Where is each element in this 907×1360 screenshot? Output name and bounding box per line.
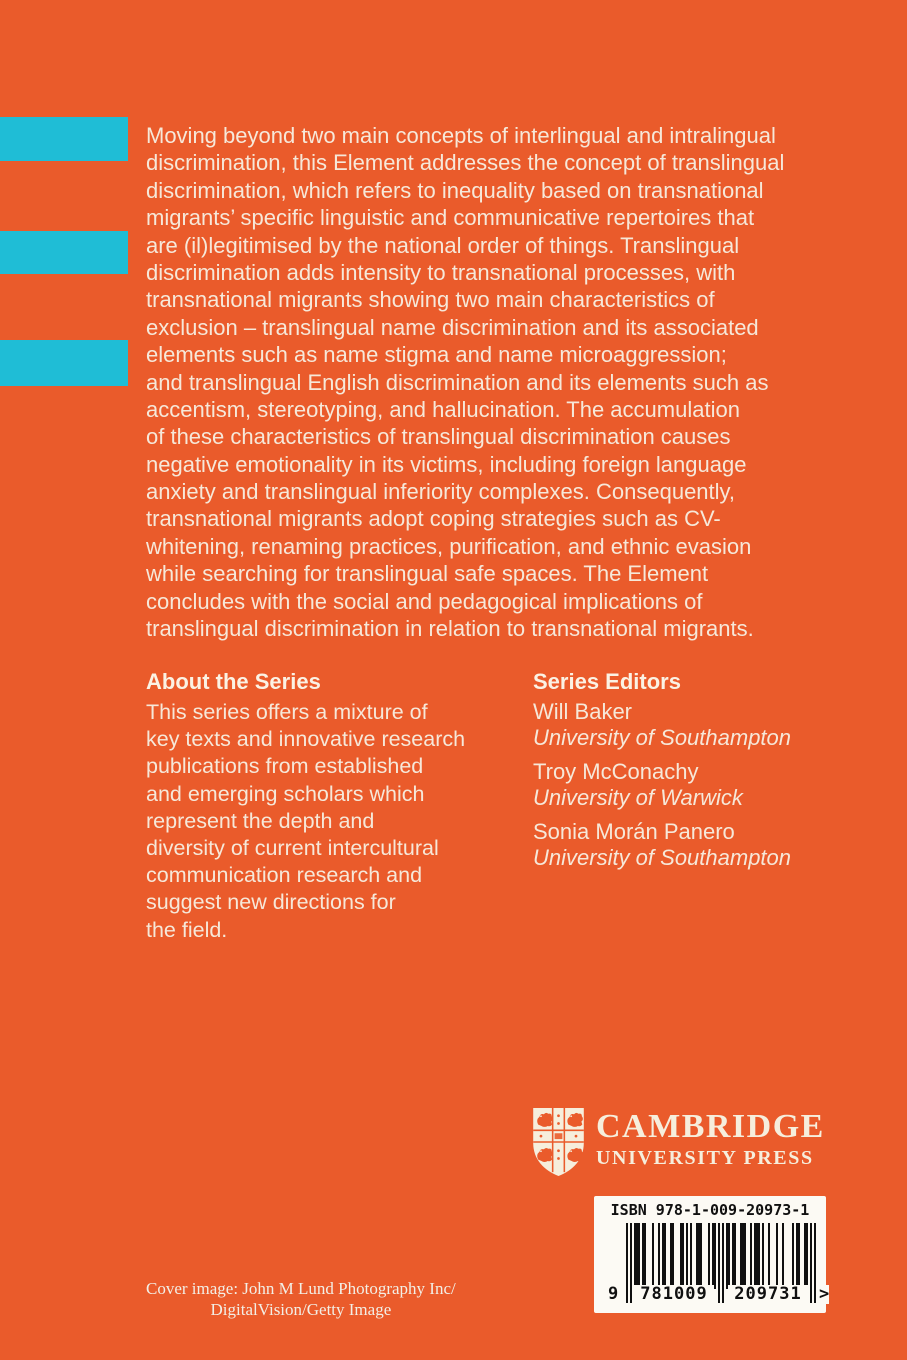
blurb-line: accentism, stereotyping, and hallucination. The accumulation [146,396,740,422]
editor-affiliation: University of Southampton [533,725,792,750]
blurb-line: transnational migrants showing two main characteristics of [146,287,715,313]
blurb-line: are (il)legitimised by the national order of things. Translingual [146,232,740,258]
isbn-label: ISBN 978-1-009-20973-1 [610,1201,810,1219]
about-series-heading: About the Series [146,669,321,694]
about-series-line: represent the depth and [146,808,375,833]
blurb-line: anxiety and translingual inferiority complexes. Consequently, [146,479,736,505]
publisher-wordmark [596,1109,825,1171]
editor-affiliation: University of Warwick [533,785,743,810]
blurb-line: of these characteristics of translingual discrimination causes [146,424,731,450]
blurb-line: while searching for translingual safe spaces. The Element [146,561,709,587]
series-editors-heading: Series Editors [533,669,681,694]
cover-image-credit [146,1278,456,1320]
blurb-line: elements such as name stigma and name microaggression; [146,342,727,368]
accent-bar [0,117,128,161]
series-editors-list [533,699,863,871]
about-series-line: key texts and innovative research [146,727,466,752]
blurb-line: exclusion – translingual name discrimination and its associated [146,314,759,340]
series-editors-section [533,668,863,879]
barcode-digits-row [608,1223,830,1304]
blurb-line: translingual discrimination in relation to transnational migrants. [146,616,754,642]
publisher-name: CAMBRIDGE [596,1108,825,1145]
about-series-line: communication research and [146,863,423,888]
about-series-line: publications from established [146,754,424,779]
blurb-line: whitening, renaming practices, purification, and ethnic evasion [146,533,752,559]
editor-entry [533,699,863,751]
blurb-line: discrimination, which refers to inequality based on transnational [146,177,764,203]
editor-entry [533,819,863,871]
blurb-line: Moving beyond two main concepts of interlingual and intralingual [146,123,776,148]
about-series-line: This series offers a mixture of [146,700,428,724]
about-series-line: the field. [146,917,228,942]
blurb-line: transnational migrants adopt coping strategies such as CV- [146,506,721,532]
about-series-text [146,699,526,944]
editor-name: Troy McConachy [533,759,699,784]
barcode-digit-tail: > [819,1284,830,1304]
cambridge-shield-icon [531,1106,586,1178]
about-series-line: and emerging scholars which [146,781,425,806]
accent-bar [0,231,128,274]
blurb-line: discrimination adds intensity to transnational processes, with [146,259,736,285]
book-blurb [146,122,856,642]
about-series-line: diversity of current intercultural [146,835,439,860]
blurb-line: negative emotionality in its victims, including foreign language [146,451,747,477]
blurb-line: migrants’ specific linguistic and communicative repertoires that [146,205,755,231]
blurb-line: concludes with the social and pedagogical implications of [146,588,703,614]
editor-affiliation: University of Southampton [533,845,792,870]
blurb-line: discrimination, this Element addresses the concept of translingual [146,150,785,176]
editor-entry [533,759,863,811]
blurb-line: and translingual English discrimination and its elements such as [146,369,769,395]
barcode-digits-group2: 209731 [728,1285,808,1304]
isbn-barcode-box [594,1196,830,1313]
credit-line-2: DigitalVision/Getty Image [210,1300,392,1319]
barcode-digits-group1: 781009 [634,1285,714,1304]
accent-bar [0,340,128,386]
publisher-subname: UNIVERSITY PRESS [596,1147,814,1169]
cambridge-university-press-logo [531,1106,825,1178]
about-the-series-section [146,668,526,944]
about-series-line: suggest new directions for [146,890,396,915]
credit-line-1: Cover image: John M Lund Photography Inc/ [146,1279,456,1298]
editor-name: Sonia Morán Panero [533,819,735,844]
barcode-digit-lead: 9 [608,1284,619,1304]
editor-name: Will Baker [533,699,633,724]
